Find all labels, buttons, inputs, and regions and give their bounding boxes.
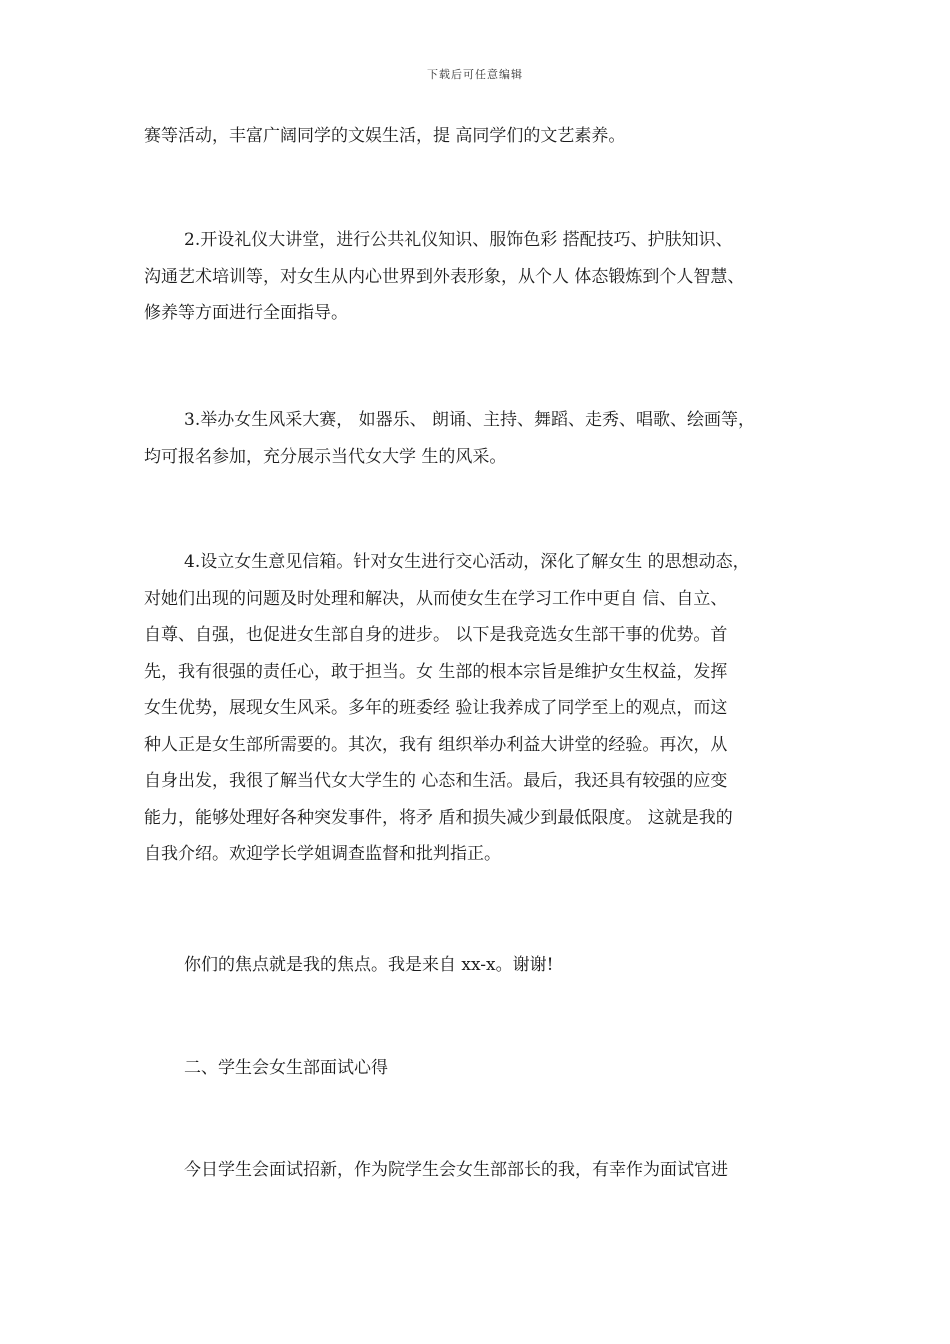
text-line: 3.举办女生风采大赛， 如器乐、 朗诵、主持、舞蹈、走秀、唱歌、绘画等， bbox=[184, 410, 756, 430]
page-header: 下载后可任意编辑 bbox=[427, 68, 523, 81]
text-line: 今日学生会面试招新，作为院学生会女生部部长的我，有幸作为面试官进 bbox=[184, 1160, 728, 1180]
text-line: 赛等活动，丰富广阔同学的文娱生活，提 高同学们的文艺素养。 bbox=[144, 126, 626, 146]
text-line: 种人正是女生部所需要的。其次，我有 组织举办利益大讲堂的经验。再次，从 bbox=[144, 734, 728, 755]
paragraph-item-4 bbox=[144, 544, 834, 873]
paragraph-interview bbox=[144, 1152, 834, 1189]
text-line: 均可报名参加，充分展示当代女大学 生的风采。 bbox=[144, 446, 507, 467]
text-line: 4.设立女生意见信箱。针对女生进行交心活动，深化了解女生 的思想动态， bbox=[184, 552, 750, 572]
paragraph-closing bbox=[144, 947, 834, 984]
text-line: 2.开设礼仪大讲堂，进行公共礼仪知识、服饰色彩 搭配技巧、护肤知识、 bbox=[184, 230, 733, 250]
paragraph-continuation bbox=[144, 118, 834, 155]
section-heading bbox=[144, 1050, 834, 1087]
text-line: 能力，能够处理好各种突发事件，将矛 盾和损失减少到最低限度。 这就是我的 bbox=[144, 807, 733, 828]
text-line: 沟通艺术培训等，对女生从内心世界到外表形象，从个人 体态锻炼到个人智慧、 bbox=[144, 266, 745, 287]
text-line: 自尊、自强，也促进女生部自身的进步。 以下是我竞选女生部干事的优势。首 bbox=[144, 625, 728, 645]
paragraph-item-3 bbox=[144, 402, 834, 475]
text-line: 对她们出现的问题及时处理和解决，从而使女生在学习工作中更自 信、自立、 bbox=[144, 588, 728, 609]
text-line: 先，我有很强的责任心，敢于担当。女 生部的根本宗旨是维护女生权益，发挥 bbox=[144, 661, 728, 682]
text-line: 你们的焦点就是我的焦点。我是来自 xx-x。谢谢! bbox=[184, 955, 554, 975]
text-line: 自身出发，我很了解当代女大学生的 心态和生活。最后，我还具有较强的应变 bbox=[144, 771, 728, 791]
text-line: 女生优势，展现女生风采。多年的班委经 验让我养成了同学至上的观点，而这 bbox=[144, 698, 728, 718]
text-line: 自我介绍。欢迎学长学姐调查监督和批判指正。 bbox=[144, 844, 501, 864]
text-line: 二、学生会女生部面试心得 bbox=[184, 1058, 388, 1078]
text-line: 修养等方面进行全面指导。 bbox=[144, 303, 348, 323]
paragraph-item-2 bbox=[144, 222, 834, 332]
